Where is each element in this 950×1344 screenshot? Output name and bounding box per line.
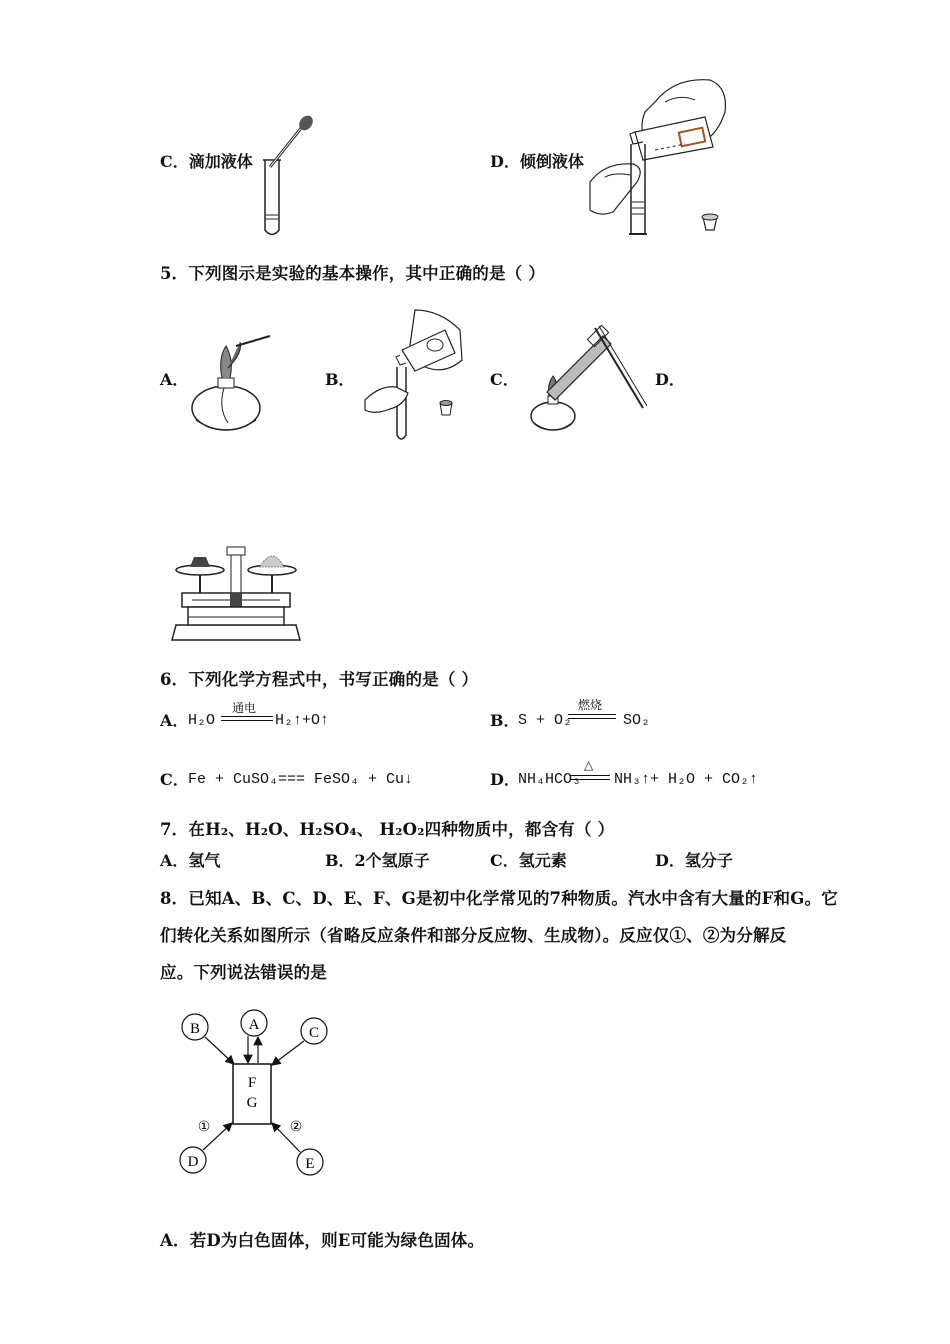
q6-a-product: H₂↑+O↑ <box>275 712 330 729</box>
q6-option-d-label: D． <box>490 770 520 789</box>
q8-stem-line-2: 们转化关系如图所示（省略反应条件和部分反应物、生成物）。反应仅①、②为分解反 <box>160 926 787 945</box>
heating-test-tube-illustration <box>525 318 650 443</box>
node-b-label: B <box>189 1021 201 1037</box>
arrow-b-to-box <box>205 1037 234 1064</box>
q6-b-reactant: S + O₂ <box>518 712 573 729</box>
q6-a-equals-sign <box>221 716 273 721</box>
q6-d-condition: △ <box>584 758 594 772</box>
q7-option-d: D．氢分子 <box>655 851 733 870</box>
node-c-label: C <box>308 1025 320 1041</box>
q6-option-b-label: B． <box>490 711 520 730</box>
q6-b-condition: 燃烧 <box>578 698 603 712</box>
q5-stem: 5．下列图示是实验的基本操作，其中正确的是（ ） <box>160 264 546 283</box>
q6-c-equation: Fe + CuSO₄=== FeSO₄ + Cu↓ <box>188 771 414 788</box>
q7-option-a: A．氢气 <box>160 851 221 870</box>
balance-scale-illustration <box>172 545 302 645</box>
q6-d-reactant: NH₄HCO₃ <box>518 771 582 788</box>
node-e-label: E <box>305 1156 315 1172</box>
q7-option-c: C．氢元素 <box>490 851 567 870</box>
node-d-label: D <box>187 1154 199 1170</box>
q6-b-product: SO₂ <box>623 712 651 729</box>
q7-stem: 7．在H₂、H₂O、H₂SO₄、 H₂O₂四种物质中，都含有（ ） <box>160 820 615 839</box>
arrow-c-to-box <box>272 1041 304 1065</box>
q4-option-c-label: C．滴加液体 <box>160 152 253 171</box>
mark-1: ① <box>197 1119 211 1135</box>
q8-option-a: A．若D为白色固体，则E可能为绿色固体。 <box>160 1231 485 1250</box>
q8-stem-line-1: 8．已知A、B、C、D、E、F、G是初中化学常见的7种物质。汽水中含有大量的F和G。它 <box>160 889 838 908</box>
q5-option-c-label: C． <box>490 370 519 389</box>
fg-box <box>233 1064 271 1124</box>
q5-option-d-label: D． <box>655 370 685 389</box>
box-label-f: F <box>247 1075 257 1091</box>
q6-a-reactant: H₂O <box>188 712 216 729</box>
node-a-label: A <box>248 1017 260 1033</box>
q6-option-c-label: C． <box>160 770 189 789</box>
q6-b-equals-sign <box>568 714 616 719</box>
mark-2: ② <box>289 1119 303 1135</box>
q6-d-product: NH₃↑+ H₂O + CO₂↑ <box>614 771 759 788</box>
q5-option-b-label: B． <box>325 370 355 389</box>
q7-option-b: B．2个氢原子 <box>325 851 430 870</box>
q8-stem-line-3: 应。下列说法错误的是 <box>160 963 327 982</box>
q6-stem: 6．下列化学方程式中，书写正确的是（ ） <box>160 670 479 689</box>
q4-option-d-label: D．倾倒液体 <box>490 152 584 171</box>
pouring-into-test-tube-illustration <box>360 305 470 445</box>
q6-option-a-label: A． <box>160 711 189 730</box>
box-label-g: G <box>246 1095 258 1111</box>
pouring-liquid-illustration <box>585 72 735 242</box>
q6-d-equals-sign <box>570 775 610 780</box>
alcohol-lamp-lighting-illustration <box>188 328 273 440</box>
q5-option-a-label: A． <box>160 370 189 389</box>
dropper-test-tube-illustration <box>255 115 325 240</box>
q8-transformation-diagram <box>170 1005 340 1185</box>
q6-a-condition: 通电 <box>232 701 257 715</box>
